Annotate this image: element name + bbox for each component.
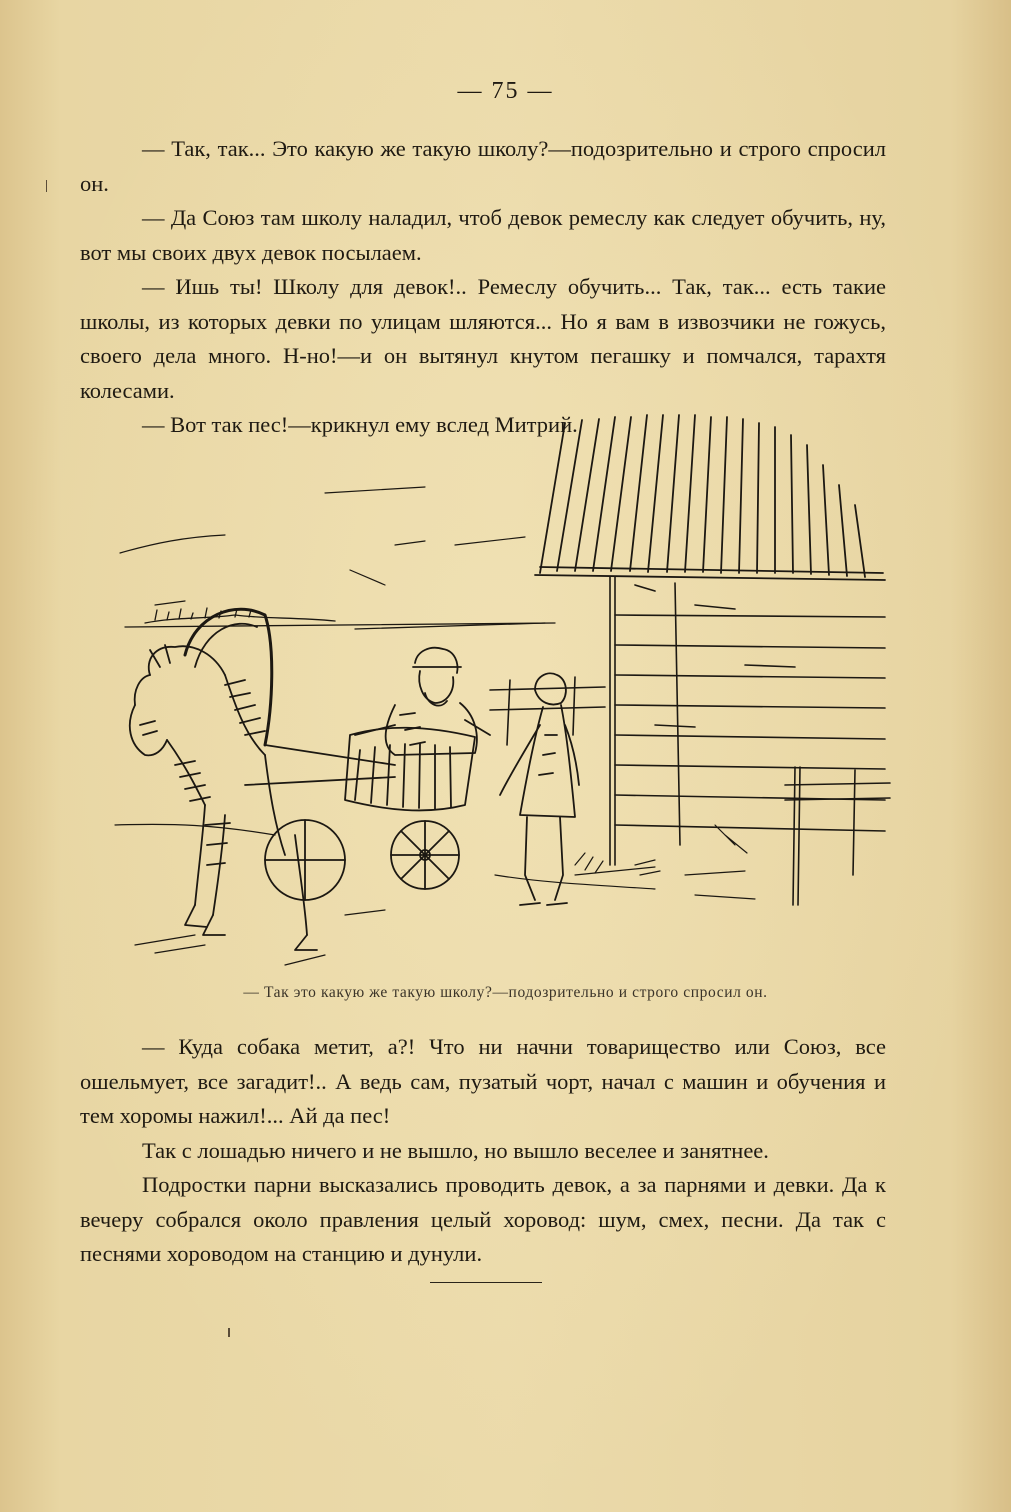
text-block-top — [80, 132, 886, 443]
paragraph: — Вот так пес!—крикнул ему вслед Митрий. — [142, 412, 578, 437]
horse — [130, 609, 317, 950]
paragraph: — Так, так... Это какую же такую школу?—подозрительно и строго спросил он. — [80, 136, 886, 196]
horizon — [125, 608, 555, 629]
illustration-caption: — Так это какую же такую школу?—подозрительно и строго спросил он. — [243, 984, 768, 1001]
end-rule — [430, 1282, 542, 1283]
paragraph: — Куда собака метит, а?! Что ни начни товарищество или Союз, все ошельмует, все загадит!.. А ведь сам, пузатый чорт, начал с машин и обучения и тем хоромы нажил!... Ай да пес! — [80, 1034, 886, 1128]
paragraph: — Ишь ты! Школу для девок!.. Ремеслу обучить... Так, так... есть такие школы, из которых девки по улицам шляются... Но я вам в извозчики не гожусь, своего дела много. Н-но!—и он вытянул кнутом пегашку и помчался, тарахтя колесами. — [80, 274, 886, 403]
text-block-bottom — [80, 1030, 886, 1272]
sky-strokes — [120, 487, 525, 605]
paragraph: Подростки парни высказались проводить девок, а за парнями и девки. Да к вечеру собрался около правления целый хоровод: шум, смех, песни. Да так с песнями хороводом на станцию и дунули. — [80, 1172, 886, 1266]
log-wall — [610, 577, 885, 865]
ink-speck — [46, 180, 47, 192]
paragraph: — Да Союз там школу наладил, чтоб девок ремеслу как следует обучить, ну, вот мы своих двух девок посылаем. — [80, 205, 886, 265]
page-number: — 75 — — [457, 78, 554, 104]
illustration-horse-cart — [95, 405, 895, 980]
roof — [535, 415, 885, 580]
ink-speck — [228, 1328, 230, 1337]
fence — [490, 677, 890, 905]
driver — [355, 648, 490, 755]
paragraph: Так с лошадью ничего и не вышло, но вышло веселее и занятнее. — [142, 1137, 769, 1163]
